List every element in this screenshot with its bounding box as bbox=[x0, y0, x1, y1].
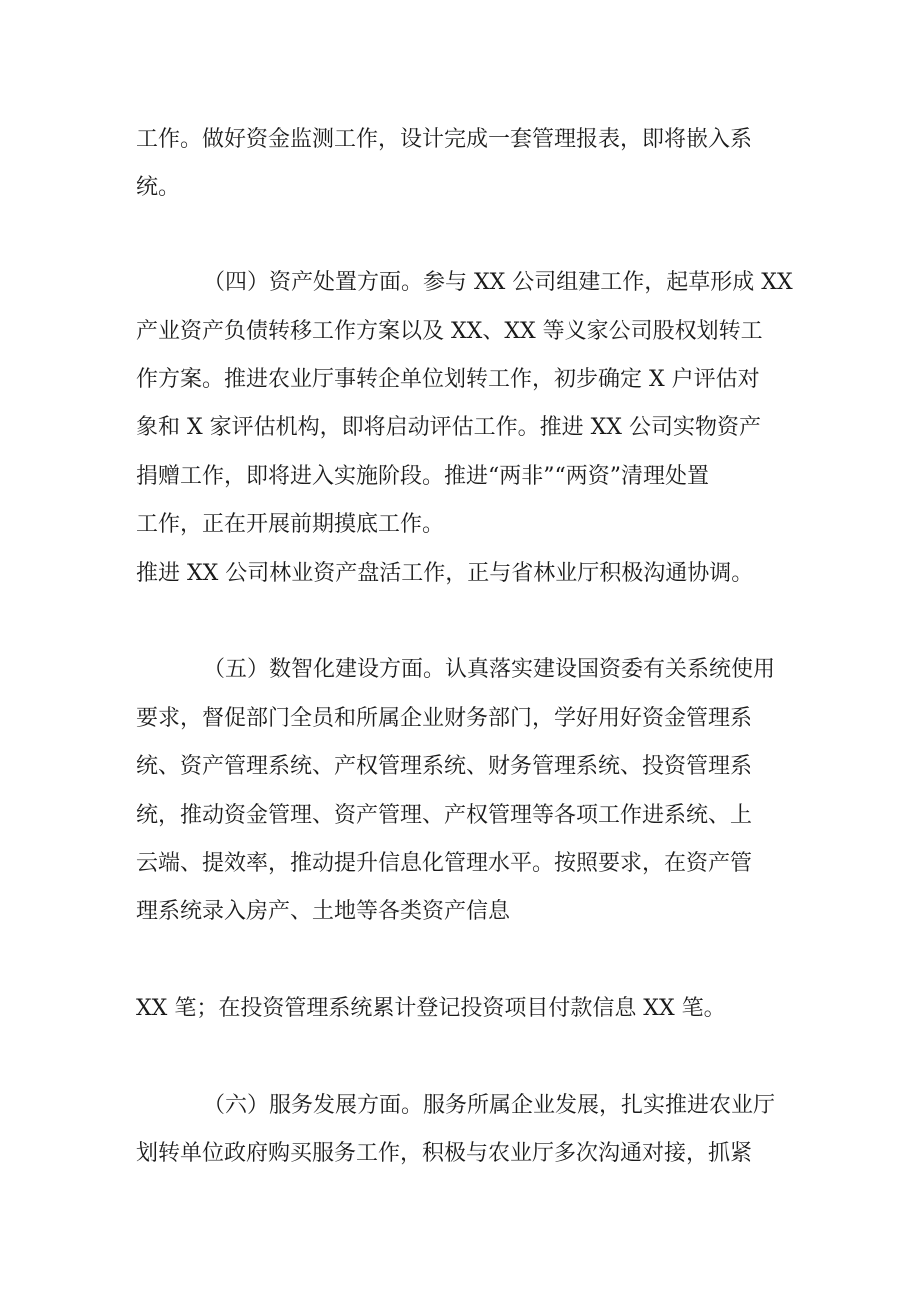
paragraph-line: 划转单位政府购买服务工作，积极与农业厅多次沟通对接，抓紧 bbox=[136, 1141, 753, 1166]
paragraph-line: 工作。做好资金监测工作，设计完成一套管理报表，即将嵌入系 bbox=[136, 127, 753, 152]
section-heading-line: （五）数智化建设方面。认真落实建设国资委有关系统使用 bbox=[203, 657, 776, 682]
paragraph-line: 产业资产负债转移工作方案以及 XX、XX 等义家公司股权划转工 bbox=[136, 319, 763, 344]
paragraph-line: 工作，正在开展前期摸底工作。 bbox=[136, 512, 445, 537]
paragraph-line: 统、资产管理系统、产权管理系统、财务管理系统、投资管理系 bbox=[136, 754, 753, 779]
paragraph-line: 要求，督促部门全员和所属企业财务部门，学好用好资金管理系 bbox=[136, 706, 753, 731]
paragraph-line: XX 笔；在投资管理系统累计登记投资项目付款信息 XX 笔。 bbox=[136, 996, 726, 1021]
paragraph-line: 理系统录入房产、土地等各类资产信息 bbox=[136, 899, 511, 924]
section-heading-line: （四）资产处置方面。参与 XX 公司组建工作，起草形成 XX bbox=[203, 270, 793, 295]
paragraph-line: 捐赠工作，即将进入实施阶段。推进“两非”“两资”清理处置 bbox=[136, 464, 709, 489]
paragraph-line: 象和 X 家评估机构，即将启动评估工作。推进 XX 公司实物资产 bbox=[136, 415, 761, 440]
paragraph-line: 统。 bbox=[136, 175, 181, 200]
paragraph-line: 推进 XX 公司林业资产盘活工作，正与省林业厅积极沟通协调。 bbox=[136, 561, 754, 586]
section-heading-line: （六）服务发展方面。服务所属企业发展，扎实推进农业厅 bbox=[203, 1093, 776, 1118]
paragraph-line: 作方案。推进农业厅事转企单位划转工作，初步确定 X 户评估对 bbox=[136, 367, 760, 392]
paragraph-line: 云端、提效率，推动提升信息化管理水平。按照要求，在资产管 bbox=[136, 851, 753, 876]
paragraph-line: 统，推动资金管理、资产管理、产权管理等各项工作进系统、上 bbox=[136, 803, 753, 828]
